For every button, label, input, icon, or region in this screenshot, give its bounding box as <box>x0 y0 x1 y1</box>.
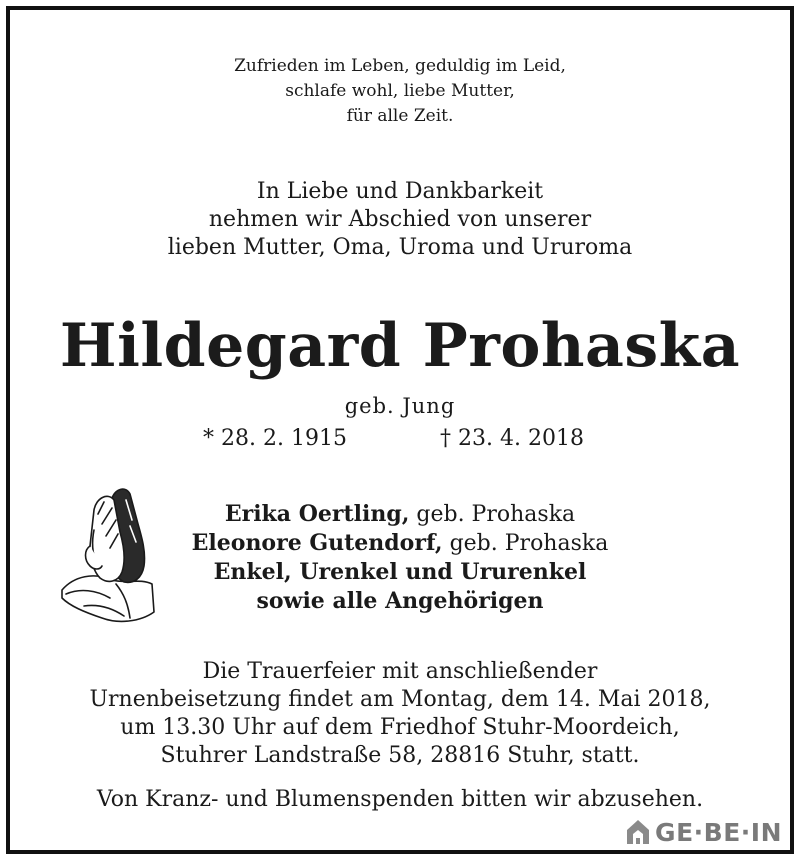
mourner-suffix: geb. Prohaska <box>442 531 609 556</box>
birth-date: * 28. 2. 1915 <box>203 426 347 451</box>
house-logo-icon <box>625 818 651 846</box>
mourner-entry <box>10 587 790 616</box>
ceremony-details <box>10 658 790 770</box>
deceased-name: Hildegard Prohaska <box>59 311 741 381</box>
motto-line: für alle Zeit. <box>346 106 454 126</box>
death-date: † 23. 4. 2018 <box>440 426 584 451</box>
ceremony-line: um 13.30 Uhr auf dem Friedhof Stuhr-Moordeich, <box>120 715 680 740</box>
mourner-entry <box>10 529 790 558</box>
mourner-name: sowie alle Angehörigen <box>256 588 544 614</box>
mourner-entry <box>10 558 790 587</box>
motto-line: schlafe wohl, liebe Mutter, <box>285 81 515 101</box>
mourner-name: Enkel, Urenkel und Ururenkel <box>213 559 587 585</box>
mourner-name: Erika Oertling, <box>224 501 410 527</box>
intro-line: In Liebe und Dankbarkeit <box>256 179 544 204</box>
obituary-notice <box>6 6 794 854</box>
mourner-entry <box>10 500 790 529</box>
motto-line: Zufrieden im Leben, geduldig im Leid, <box>234 56 566 76</box>
ceremony-line: Stuhrer Landstraße 58, 28816 Stuhr, statt. <box>160 743 640 768</box>
ceremony-line: Urnenbeisetzung findet am Montag, dem 14. Mai 2018, <box>89 687 711 712</box>
ceremony-line: Die Trauerfeier mit anschließender <box>202 659 598 684</box>
intro-text <box>10 178 790 262</box>
intro-line: nehmen wir Abschied von unserer <box>208 207 592 232</box>
motto-verse <box>10 54 790 129</box>
intro-line: lieben Mutter, Oma, Uroma und Ururoma <box>167 235 633 260</box>
mourner-suffix: geb. Prohaska <box>409 502 576 527</box>
mourners-list <box>10 500 790 616</box>
flowers-note: Von Kranz- und Blumenspenden bitten wir abzusehen. <box>96 787 704 812</box>
watermark-text: GE·BE·IN <box>655 817 782 847</box>
mourner-name: Eleonore Gutendorf, <box>191 530 443 556</box>
maiden-name: geb. Jung <box>344 394 456 418</box>
gebein-watermark <box>604 814 788 850</box>
